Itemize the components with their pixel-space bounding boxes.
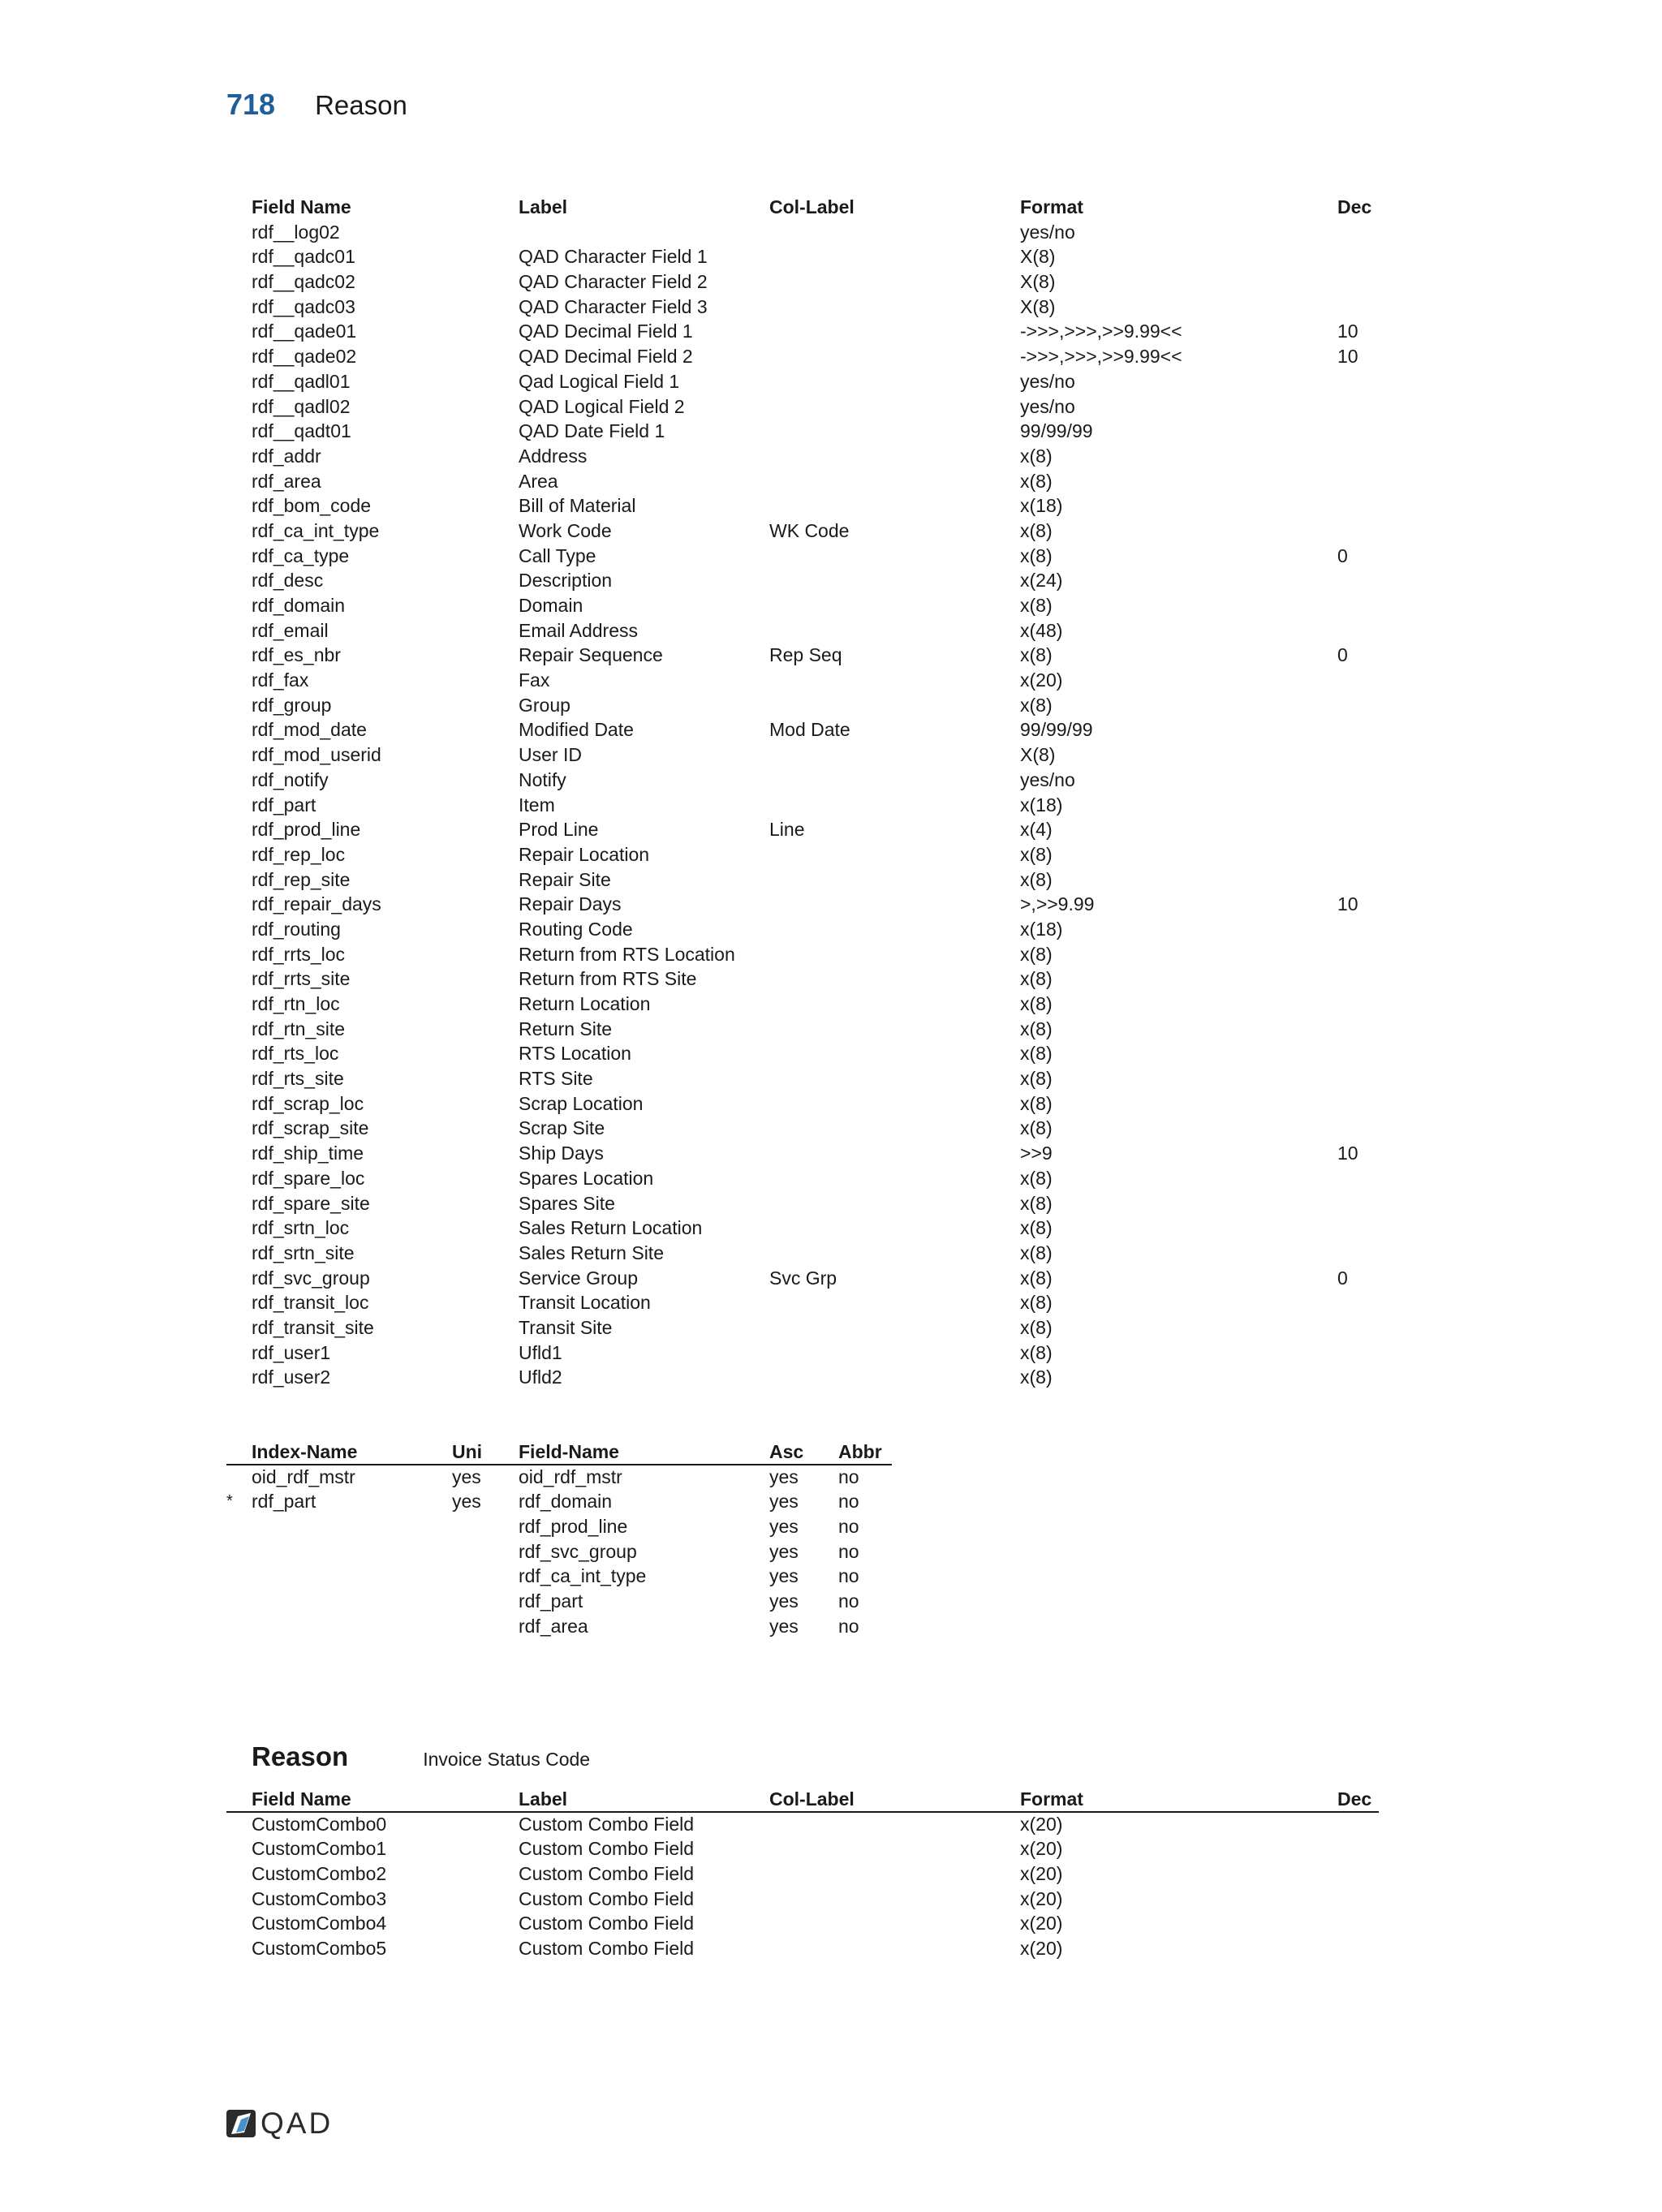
field-label: Work Code — [519, 519, 612, 541]
field-label: Address — [519, 445, 588, 467]
index-field-name: rdf_svc_group — [519, 1540, 637, 1562]
field-format: x(8) — [1020, 868, 1053, 890]
index-asc: yes — [769, 1615, 799, 1637]
table-row — [226, 817, 1379, 842]
table-row — [226, 1266, 1379, 1291]
table-row — [226, 444, 1379, 469]
table-row — [226, 1141, 1379, 1166]
page-number: 718 — [226, 88, 276, 121]
table-row — [226, 668, 1379, 693]
field-label: Custom Combo Field — [519, 1838, 695, 1860]
field-table-header — [226, 195, 1379, 220]
field-name: rdf_srtn_loc — [252, 1217, 350, 1239]
field-format: x(20) — [1020, 669, 1063, 691]
table-row — [226, 394, 1379, 420]
field-table — [226, 195, 1379, 1390]
header-label: Label — [519, 1788, 568, 1810]
header-dec: Dec — [1337, 196, 1372, 217]
field-name: rdf_rep_site — [252, 868, 351, 890]
field-name: rdf__qadt01 — [252, 420, 351, 442]
field-format: x(8) — [1020, 968, 1053, 990]
field-format: x(8) — [1020, 644, 1053, 666]
table-row — [226, 519, 1379, 544]
table-row — [226, 768, 1379, 793]
field-label: Custom Combo Field — [519, 1863, 695, 1885]
field-name: rdf_rtn_loc — [252, 993, 340, 1014]
table-row — [226, 1216, 1379, 1241]
field-name: rdf_email — [252, 619, 329, 641]
field-format: x(20) — [1020, 1813, 1063, 1835]
table-row — [226, 942, 1379, 967]
field-name: rdf__qadc02 — [252, 271, 355, 293]
table-row — [226, 369, 1379, 394]
field-format: yes/no — [1020, 768, 1075, 790]
field-name: rdf_ca_int_type — [252, 519, 380, 541]
table-row — [226, 717, 1379, 742]
index-abbr: no — [838, 1565, 859, 1587]
header-uni: Uni — [452, 1441, 483, 1462]
page-title: Reason — [315, 90, 407, 120]
field-format: ->>>,>>>,>>9.99<< — [1020, 346, 1182, 368]
field-label: Repair Sequence — [519, 644, 663, 666]
section-title: Reason — [252, 1741, 349, 1771]
header-field-name: Field Name — [252, 196, 351, 217]
field-label: Domain — [519, 595, 583, 616]
field-name: rdf_desc — [252, 570, 324, 592]
table-row — [226, 892, 1379, 917]
table-row — [226, 1936, 1379, 1961]
table-row — [226, 1066, 1379, 1091]
field-format: x(4) — [1020, 819, 1053, 841]
table-row — [226, 593, 1379, 618]
field-label: Repair Days — [519, 893, 622, 915]
field-format: X(8) — [1020, 246, 1056, 268]
table-row — [226, 1812, 1379, 1837]
field-format: x(20) — [1020, 1913, 1063, 1934]
field-label: User ID — [519, 744, 582, 766]
index-abbr: no — [838, 1516, 859, 1538]
col-label: Svc Grp — [769, 1267, 837, 1289]
field-label: Spares Location — [519, 1167, 654, 1189]
field-dec: 0 — [1337, 644, 1348, 666]
field-format: x(24) — [1020, 570, 1063, 592]
logo-text: QAD — [260, 2107, 334, 2140]
index-abbr: no — [838, 1590, 859, 1612]
primary-index-marker: * — [226, 1492, 233, 1511]
field-name: rdf_area — [252, 470, 321, 492]
index-abbr: no — [838, 1465, 859, 1487]
field-label: QAD Date Field 1 — [519, 420, 665, 442]
table-row — [226, 1191, 1379, 1216]
field-label: Item — [519, 794, 555, 816]
field-name: rdf_user2 — [252, 1366, 331, 1388]
header-label: Label — [519, 196, 568, 217]
index-table-body — [226, 1465, 892, 1639]
table-row — [226, 319, 1379, 344]
header-abbr: Abbr — [838, 1441, 882, 1462]
field-name: rdf_repair_days — [252, 893, 381, 915]
field-name: rdf_rts_site — [252, 1068, 344, 1090]
field-label: Spares Site — [519, 1192, 615, 1214]
field-format: x(20) — [1020, 1863, 1063, 1885]
table-row — [226, 1166, 1379, 1191]
index-field-name: rdf_part — [519, 1590, 583, 1612]
field-name: rdf_transit_loc — [252, 1292, 369, 1314]
field-format: x(8) — [1020, 1043, 1053, 1065]
table-row — [226, 1365, 1379, 1390]
field-name: rdf__qade01 — [252, 321, 357, 342]
index-asc: yes — [769, 1540, 799, 1562]
index-row — [226, 1539, 892, 1564]
field-name: rdf_ca_type — [252, 544, 350, 566]
field-name: CustomCombo4 — [252, 1913, 387, 1934]
field-label: Description — [519, 570, 613, 592]
field-name: rdf_es_nbr — [252, 644, 341, 666]
field-format: x(8) — [1020, 943, 1053, 965]
table-row — [226, 842, 1379, 867]
table-row — [226, 966, 1379, 992]
table-row — [226, 618, 1379, 643]
field-format: x(18) — [1020, 918, 1063, 940]
table-row — [226, 1911, 1379, 1936]
field-format: x(8) — [1020, 1217, 1053, 1239]
field-label: Ufld1 — [519, 1341, 562, 1363]
field-name: rdf_scrap_loc — [252, 1092, 364, 1114]
field-label: QAD Character Field 1 — [519, 246, 708, 268]
field-format: x(8) — [1020, 595, 1053, 616]
field-name: rdf_srtn_site — [252, 1242, 355, 1263]
field-format: x(20) — [1020, 1938, 1063, 1960]
field-name: rdf_spare_site — [252, 1192, 370, 1214]
index-abbr: no — [838, 1615, 859, 1637]
field-dec: 10 — [1337, 1143, 1358, 1164]
table-row — [226, 917, 1379, 942]
field-table-body — [226, 220, 1379, 1390]
field-name: rdf_rrts_loc — [252, 943, 346, 965]
field-format: x(8) — [1020, 694, 1053, 716]
index-abbr: no — [838, 1491, 859, 1513]
index-field-name: oid_rdf_mstr — [519, 1465, 622, 1487]
index-field-name: rdf_ca_int_type — [519, 1565, 647, 1587]
reason-section-header — [252, 1741, 590, 1772]
field-name: rdf__qade02 — [252, 346, 357, 368]
header-col-label: Col-Label — [769, 196, 855, 217]
field-label: Transit Location — [519, 1292, 651, 1314]
field-label: QAD Decimal Field 1 — [519, 321, 693, 342]
page-header — [226, 88, 407, 128]
field-format: x(8) — [1020, 1068, 1053, 1090]
field-label: Scrap Location — [519, 1092, 644, 1114]
field-label: Ufld2 — [519, 1366, 562, 1388]
table-row — [226, 269, 1379, 295]
table-row — [226, 419, 1379, 444]
field-label: Repair Location — [519, 843, 650, 865]
reason-field-table — [226, 1787, 1379, 1961]
field-label: Area — [519, 470, 558, 492]
field-name: rdf_svc_group — [252, 1267, 370, 1289]
field-dec: 10 — [1337, 321, 1358, 342]
field-name: rdf_user1 — [252, 1341, 331, 1363]
index-name: oid_rdf_mstr — [252, 1465, 355, 1487]
field-name: rdf_addr — [252, 445, 321, 467]
field-label: Group — [519, 694, 571, 716]
field-label: Return Location — [519, 993, 651, 1014]
field-name: rdf_transit_site — [252, 1316, 374, 1338]
field-label: QAD Character Field 2 — [519, 271, 708, 293]
field-dec: 10 — [1337, 893, 1358, 915]
field-label: Scrap Site — [519, 1117, 605, 1139]
table-row — [226, 643, 1379, 668]
field-label: Custom Combo Field — [519, 1887, 695, 1909]
table-row — [226, 1290, 1379, 1315]
field-name: rdf_prod_line — [252, 819, 361, 841]
field-dec: 10 — [1337, 346, 1358, 368]
index-row — [226, 1489, 892, 1514]
field-format: x(8) — [1020, 1192, 1053, 1214]
index-asc: yes — [769, 1590, 799, 1612]
field-dec: 0 — [1337, 1267, 1348, 1289]
field-label: Service Group — [519, 1267, 639, 1289]
section-description: Invoice Status Code — [423, 1749, 591, 1770]
field-name: rdf_rrts_site — [252, 968, 351, 990]
index-row — [226, 1614, 892, 1639]
field-format: x(8) — [1020, 843, 1053, 865]
table-row — [226, 793, 1379, 818]
field-name: rdf_fax — [252, 669, 309, 691]
index-asc: yes — [769, 1565, 799, 1587]
field-label: Sales Return Site — [519, 1242, 664, 1263]
field-label: QAD Logical Field 2 — [519, 395, 685, 417]
table-row — [226, 1241, 1379, 1266]
field-format: x(8) — [1020, 1092, 1053, 1114]
field-label: Return from RTS Location — [519, 943, 735, 965]
field-format: x(48) — [1020, 619, 1063, 641]
table-row — [226, 1091, 1379, 1117]
field-name: rdf_rts_loc — [252, 1043, 339, 1065]
field-name: rdf__qadc01 — [252, 246, 355, 268]
field-name: rdf_scrap_site — [252, 1117, 369, 1139]
field-format: x(8) — [1020, 1316, 1053, 1338]
field-format: yes/no — [1020, 221, 1075, 243]
qad-logo-icon — [226, 2110, 256, 2137]
table-row — [226, 693, 1379, 718]
index-unique: yes — [452, 1491, 481, 1513]
col-label: Line — [769, 819, 805, 841]
index-row — [226, 1589, 892, 1614]
header-col-label: Col-Label — [769, 1788, 855, 1810]
table-row — [226, 1341, 1379, 1366]
field-label: Ship Days — [519, 1143, 604, 1164]
field-label: QAD Decimal Field 2 — [519, 346, 693, 368]
field-format: x(18) — [1020, 495, 1063, 517]
field-format: >,>>9.99 — [1020, 893, 1095, 915]
field-format: >>9 — [1020, 1143, 1053, 1164]
field-name: rdf__log02 — [252, 221, 340, 243]
field-name: CustomCombo5 — [252, 1938, 387, 1960]
field-label: Bill of Material — [519, 495, 636, 517]
table-row — [226, 1041, 1379, 1066]
field-format: x(8) — [1020, 1117, 1053, 1139]
header-asc: Asc — [769, 1441, 804, 1462]
table-row — [226, 544, 1379, 569]
field-format: X(8) — [1020, 271, 1056, 293]
table-row — [226, 867, 1379, 893]
field-format: x(8) — [1020, 1167, 1053, 1189]
col-label: Mod Date — [769, 719, 850, 741]
field-label: Repair Site — [519, 868, 611, 890]
field-label: Transit Site — [519, 1316, 613, 1338]
field-name: rdf_routing — [252, 918, 341, 940]
field-format: yes/no — [1020, 370, 1075, 392]
field-name: rdf_mod_userid — [252, 744, 381, 766]
field-format: 99/99/99 — [1020, 420, 1093, 442]
field-label: QAD Character Field 3 — [519, 295, 708, 317]
field-name: rdf__qadl02 — [252, 395, 351, 417]
field-format: X(8) — [1020, 744, 1056, 766]
field-format: x(8) — [1020, 1366, 1053, 1388]
index-abbr: no — [838, 1540, 859, 1562]
table-row — [226, 742, 1379, 768]
reason-table-body — [226, 1812, 1379, 1961]
field-label: Fax — [519, 669, 550, 691]
field-label: Modified Date — [519, 719, 634, 741]
index-table-header — [226, 1440, 892, 1465]
field-name: CustomCombo1 — [252, 1838, 387, 1860]
qad-logo — [226, 2107, 333, 2141]
field-label: Return Site — [519, 1018, 613, 1039]
field-format: x(20) — [1020, 1887, 1063, 1909]
field-label: Call Type — [519, 544, 596, 566]
field-name: rdf_domain — [252, 595, 346, 616]
index-row — [226, 1564, 892, 1589]
field-name: rdf_spare_loc — [252, 1167, 365, 1189]
field-label: Custom Combo Field — [519, 1938, 695, 1960]
table-row — [226, 1315, 1379, 1341]
field-name: rdf__qadc03 — [252, 295, 355, 317]
field-format: x(8) — [1020, 1267, 1053, 1289]
header-format: Format — [1020, 1788, 1083, 1810]
table-row — [226, 344, 1379, 369]
table-row — [226, 1887, 1379, 1912]
field-format: x(8) — [1020, 544, 1053, 566]
field-label: Return from RTS Site — [519, 968, 697, 990]
table-row — [226, 992, 1379, 1017]
field-label: Sales Return Location — [519, 1217, 703, 1239]
table-row — [226, 295, 1379, 320]
index-row — [226, 1465, 892, 1490]
index-table — [226, 1440, 892, 1639]
field-name: CustomCombo2 — [252, 1863, 387, 1885]
table-row — [226, 493, 1379, 519]
table-row — [226, 244, 1379, 269]
header-format: Format — [1020, 196, 1083, 217]
col-label: WK Code — [769, 519, 850, 541]
field-name: CustomCombo0 — [252, 1813, 387, 1835]
field-format: x(8) — [1020, 1242, 1053, 1263]
index-field-name: rdf_area — [519, 1615, 588, 1637]
field-label: Email Address — [519, 619, 639, 641]
field-format: x(8) — [1020, 993, 1053, 1014]
field-label: RTS Location — [519, 1043, 631, 1065]
reason-table-header — [226, 1787, 1379, 1812]
index-row — [226, 1514, 892, 1539]
field-format: x(8) — [1020, 445, 1053, 467]
header-field-name: Field-Name — [519, 1441, 619, 1462]
table-row — [226, 469, 1379, 494]
field-name: rdf_group — [252, 694, 332, 716]
index-asc: yes — [769, 1465, 799, 1487]
table-row — [226, 568, 1379, 593]
field-format: x(18) — [1020, 794, 1063, 816]
field-format: 99/99/99 — [1020, 719, 1093, 741]
field-name: rdf_notify — [252, 768, 329, 790]
index-asc: yes — [769, 1491, 799, 1513]
field-name: rdf__qadl01 — [252, 370, 351, 392]
field-name: rdf_bom_code — [252, 495, 372, 517]
index-asc: yes — [769, 1516, 799, 1538]
col-label: Rep Seq — [769, 644, 842, 666]
field-name: rdf_part — [252, 794, 316, 816]
table-row — [226, 1861, 1379, 1887]
table-row — [226, 1836, 1379, 1861]
field-format: x(8) — [1020, 470, 1053, 492]
field-format: x(20) — [1020, 1838, 1063, 1860]
field-format: x(8) — [1020, 1292, 1053, 1314]
field-label: Qad Logical Field 1 — [519, 370, 680, 392]
field-label: Notify — [519, 768, 566, 790]
header-field-name: Field Name — [252, 1788, 351, 1810]
header-index-name: Index-Name — [252, 1441, 358, 1462]
table-row — [226, 1017, 1379, 1042]
table-row — [226, 220, 1379, 245]
field-format: X(8) — [1020, 295, 1056, 317]
index-field-name: rdf_prod_line — [519, 1516, 628, 1538]
field-name: rdf_mod_date — [252, 719, 367, 741]
field-label: Custom Combo Field — [519, 1913, 695, 1934]
field-name: CustomCombo3 — [252, 1887, 387, 1909]
header-dec: Dec — [1337, 1788, 1372, 1810]
field-label: Custom Combo Field — [519, 1813, 695, 1835]
field-label: Prod Line — [519, 819, 599, 841]
field-format: x(8) — [1020, 1018, 1053, 1039]
table-row — [226, 1116, 1379, 1141]
field-name: rdf_rep_loc — [252, 843, 346, 865]
field-format: x(8) — [1020, 1341, 1053, 1363]
field-label: RTS Site — [519, 1068, 593, 1090]
field-name: rdf_rtn_site — [252, 1018, 346, 1039]
field-format: ->>>,>>>,>>9.99<< — [1020, 321, 1182, 342]
index-field-name: rdf_domain — [519, 1491, 613, 1513]
field-label: Routing Code — [519, 918, 633, 940]
field-format: x(8) — [1020, 519, 1053, 541]
field-format: yes/no — [1020, 395, 1075, 417]
field-name: rdf_ship_time — [252, 1143, 364, 1164]
field-dec: 0 — [1337, 544, 1348, 566]
index-unique: yes — [452, 1465, 481, 1487]
index-name: rdf_part — [252, 1491, 316, 1513]
